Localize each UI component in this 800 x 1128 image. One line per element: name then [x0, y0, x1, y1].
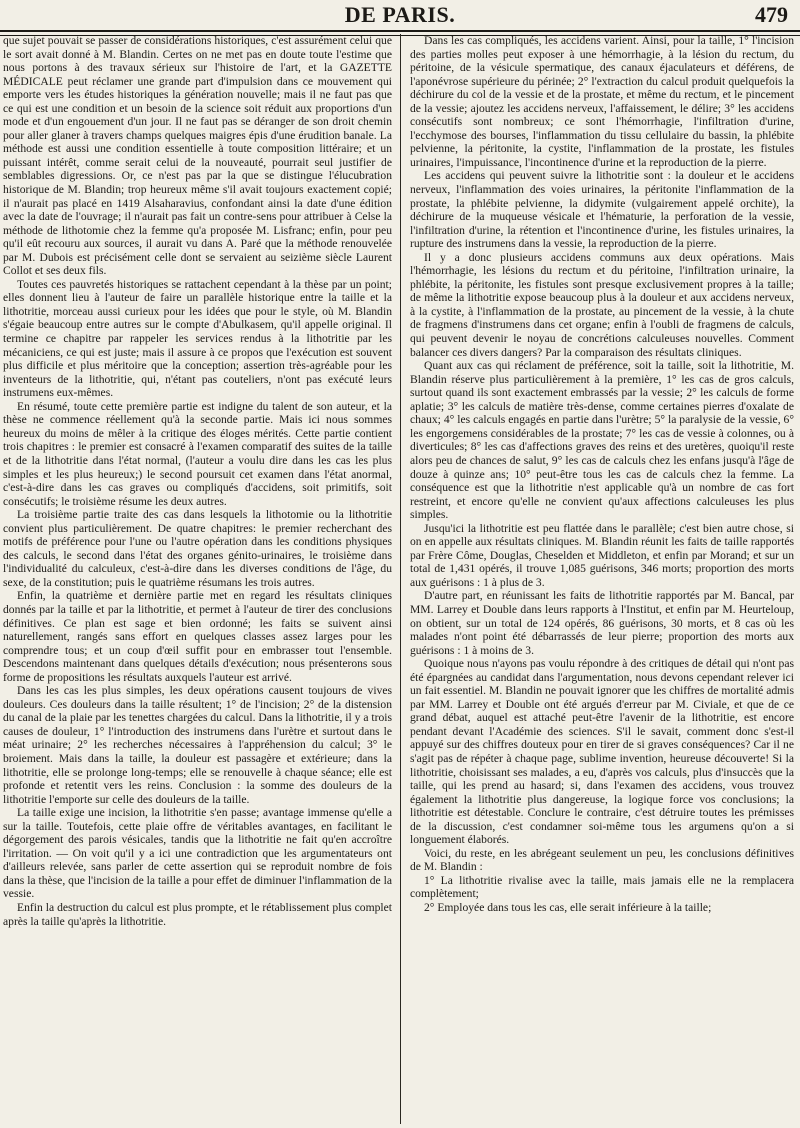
running-head-title: DE PARIS.	[344, 2, 456, 27]
paragraph: Dans les cas compliqués, les accidens varient. Ainsi, pour la taille, 1° l'incision des parties molles peut exposer à une hémorrhagie, à la lésion du rectum, du péritoine, de la vésicule spermatique, des canaux éjaculateurs et déférens, de l'aponévrose supérieure du périnée; 2° l'extraction du calcul produit quelquefois la déchirure du col de la vessie et de la prostate, et même du rectum, et le pincement de la vessie; ajoutez les accidens nerveux, l'affaissement, le délire; 3° les accidens consécutifs sont nombreux; ce sont l'hémorrhagie, l'infiltration d'urine, l'ecchymose des bourses, l'inflammation du tissu cellulaire du bassin, la phlébite pelvienne, la péritonite, la cystite, l'inflammation de la prostate, les fistules urinaires, l'impuissance, l'incontinence d'urine et la reproduction de la pierre.	[410, 34, 794, 169]
paragraph: Dans les cas les plus simples, les deux opérations causent toujours de vives douleurs. Ces douleurs dans la taille résultent; 1° de l'incision; 2° de la distension du canal de la plaie par les tenettes chargées du calcul. Dans la lithotritie, il y a trois causes de douleur, 1° l'introduction des instrumens dans l'urètre et surtout dans le méat urinaire; 2° les recherches nécessaires à l'appréhension du calcul; 3° le broiement. Mais dans la taille, la douleur est passagère et extérieure; dans la lithotritie, elle se prolonge long-temps; elle se renouvelle à chaque séance; elle est profonde et retentit vers les reins. Conclusion : la somme des douleurs de la lithotritie l'emporte sur celle des douleurs de la taille.	[3, 684, 392, 806]
paragraph: 1° La lithotritie rivalise avec la taille, mais jamais elle ne la remplacera complètement;	[410, 873, 794, 901]
page-number: 479	[755, 2, 788, 27]
paragraph: La taille exige une incision, la lithotritie s'en passe; avantage immense qu'elle a sur la taille. Toutefois, cette plaie offre de véritables avantages, en facilitant le dégorgement des parois vésicales, tandis que la lithotritie ne fait qu'en accroître l'irritation. — On voit qu'il y a ici une contradiction que les argumentateurs ont d'ailleurs relevée, sans parler de cette assertion qui se reproduit nombre de fois dans la thèse, que l'incision de la taille a pour effet de diminuer l'inflammation de la vessie.	[3, 806, 392, 901]
left-column	[3, 34, 392, 1124]
paragraph: Voici, du reste, en les abrégeant seulement un peu, les conclusions définitives de M. Blandin :	[410, 846, 794, 874]
paragraph: Les accidens qui peuvent suivre la lithotritie sont : la douleur et le accidens nerveux, l'inflammation des voies urinaires, la péritonite l'inflammation de la prostate, la phlébite pelvienne, la didymite (vulgairement appelé orchite), la déchirure de la muqueuse vésicale et l'hématurie, la perforation de la vessie, l'infiltration d'urine, la rétention et l'incontinence d'urine, les fistules urinaires, la rupture des instrumens dans la vessie, la reproduction de la pierre.	[410, 169, 794, 251]
paragraph: Jusqu'ici la lithotritie est peu flattée dans le parallèle; c'est bien autre chose, si on en appelle aux résultats cliniques. M. Blandin réunit les faits de taille rapportés par Frère Côme, Douglas, Cheselden et Middleton, et enfin par Morand; et sur un total de 1,431 opérés, il trouve 1,085 guérisons, 346 morts; proportion des morts aux guérisons : 1 à plus de 3.	[410, 521, 794, 589]
paragraph: Toutes ces pauvretés historiques se rattachent cependant à la thèse par un point; elles donnent lieu à l'auteur de faire un parallèle historique entre la taille et la lithotritie, morceau aussi curieux pour les idées que pour le style, où M. Blandin s'égaie beaucoup entre autres sur le compte d'Abulkasem, qu'il appelle original. Il termine ce chapitre par rappeler les services rendus à la lithotritie par les mécaniciens, ce qui est juste; mais il assure à ce propos que l'exécution est souvent plus difficile et plus méritoire que la conception; assertion très-agréable pour les inventeurs de la lithotritie, qui, n'étant pas couteliers, n'ont pas exécuté leurs instrumens eux-mêmes.	[3, 277, 392, 400]
paragraph: 2° Employée dans tous les cas, elle serait inférieure à la taille;	[424, 901, 712, 914]
column-divider	[400, 34, 401, 1124]
paragraph: En résumé, toute cette première partie est indigne du talent de son auteur, et la thèse ne commence réellement qu'à la seconde partie. Mais ici nous sommes heureux du moins de mêler à la critique des éloges mérités. Cette partie contient trois chapitres : le premier est consacré à l'examen comparatif des suites de la taille et de la lithotritie dans l'état normal, (l'auteur a voulu dire dans les cas les plus simples et les plus heureux;) le second poursuit cet examen dans l'état anormal, c'est-à-dire dans les cas graves ou compliqués d'accidens, soit primitifs, soit consécutifs; le troisième résume les deux autres.	[3, 399, 392, 508]
paragraph: Quoique nous n'ayons pas voulu répondre à des critiques de détail qui n'ont pas été épargnées au candidat dans l'argumentation, nous devons cependant relever ici un fait essentiel. M. Blandin ne pouvait ignorer que les chiffres de mortalité admis par MM. Larrey et Double ont été argués d'erreur par M. Civiale, et que de ce grand débat, auquel est attaché peut-être l'avenir de la lithotritie, est encore pendant devant l'Académie des sciences. S'il le savait, comment donc s'est-il appuyé sur des chiffres douteux pour en tirer de si graves conséquences? Car il ne s'agit pas de répéter à chaque page, sublime invention, heureuse découverte! Si la lithotritie, choisissant ses malades, a eu, d'après vos calculs, plus d'insuccès que la taille, qui les prend au hasard; si, dans l'examen des accidens, vous trouvez également la lithotritie plus dangereuse, la logique force vos conclusions; la lithotritie est détestable. Conclure le contraire, c'est détruire toutes les prémisses de la discussion, c'est condamner soi-même tous les argumens qu'on a si longuement élaborés.	[410, 657, 794, 847]
paragraph: Il y a donc plusieurs accidens communs aux deux opérations. Mais l'hémorrhagie, les lésions du rectum et du péritoine, l'infiltration urinaire, la phlébite, la péritonite, les fistules sont presque exclusivement propres à la taille; de même la lithotritie expose beaucoup plus à la douleur et aux accidens nerveux, à la cystite, à l'inflammation de la prostate, au pincement de la vessie, à la chute de fragmens d'instrumens dans cet organe; enfin à l'oubli de fragmens de calculs, qui peuvent devenir le noyau de concrétions calculeuses nouvelles. Comment balancer ces divers dangers? Par la comparaison des résultats cliniques.	[410, 250, 794, 359]
running-head	[0, 0, 800, 30]
paragraph: D'autre part, en réunissant les faits de lithotritie rapportés par M. Bancal, par MM. Larrey et Double dans leurs rapports à l'Institut, et enfin par M. Heurteloup, on obtient, sur un total de 124 opérés, 86 guérisons, 30 morts, et 8 cas où les malades n'ont point été débarrassés de leur pierre; proportion des morts aux guérisons : 1 à moins de 3.	[410, 589, 794, 657]
paragraph: Enfin la destruction du calcul est plus prompte, et le rétablissement plus complet après la taille qu'après la lithotritie.	[3, 901, 392, 928]
paragraph: Quant aux cas qui réclament de préférence, soit la taille, soit la lithotritie, M. Blandin réserve plus particulièrement à la première, 1° les cas de gros calculs, surtout quand ils sont exactement embrassés par la vessie; 2° les calculs de forme aplatie; 3° les calculs de matière très-dense, comme certaines pierres d'oxalate de chaux; 4° les calculs engagés en partie dans l'urètre; 5° la paralysie de la vessie, 6° les engorgemens considérables de la prostate; 7° les cas de vessie à colonnes, ou à diverticules; 8° les cas d'affections graves des reins et des uretères, quoiqu'il reste alors peu de chances de salut, 9° les cas de calculs chez les enfans jusqu'à l'âge de douze à quinze ans; 10° peut-être tous les cas de calculs chez la femme. La conséquence est que la lithotritie n'est applicable qu'à un nombre de cas fort restreint, et encore qu'elle ne convient qu'aux affections calculeuses les plus simples.	[410, 359, 794, 522]
right-column	[410, 34, 794, 1124]
paragraph: Enfin, la quatrième et dernière partie met en regard les résultats cliniques donnés par la taille et par la lithotritie, et permet à l'auteur de tirer des conclusions définitives. Ce plan est sage et bien ordonné; les faits se suivent ainsi naturellement, rangés sans effort en quelques classes assez larges pour les comprendre tous; et un coup d'œil suffit pour en embrasser tout l'ensemble. Descendons maintenant dans quelques détails d'exécution; nous présenterons sous forme de propositions les résultats auxquels l'auteur est arrivé.	[3, 589, 392, 684]
paragraph: que sujet pouvait se passer de considérations historiques, c'est assurément celui que le sort avait donné à M. Blandin. Certes on ne met pas en doute toute l'estime que nous portons à des travaux sérieux sur l'histoire de l'art, et la GAZETTE MÉDICALE peut réclamer une grande part d'impulsion dans ce mouvement qui emporte vers les études historiques la génération nouvelle; mais il ne faut pas que ce qui est une condition et un besoin de la science soit réduit aux proportions d'un mode et d'un engouement d'un jour. Il ne faut pas se déranger de son droit chemin pour aller glaner à travers champs quelques maigres épis d'une érudition banale. La méthode est aussi une condition essentielle à toute composition littéraire; et un puissant intérêt, comme serait celui de la nouveauté, pourrait seul justifier de semblables digressions. Or, ce n'est pas par la que se distingue l'élucubration historique de M. Blandin; trop heureux même s'il avait toujours exactement copié; il n'aurait pas placé en 1419 Alsaharavius, confondant ainsi la date d'une édition avec la date de l'ouvrage; il n'aurait pas fait un contre-sens pour attribuer à Celse la méthode de lithotomie chez la femme qu'a proposée M. Lisfranc; enfin, pour peu qu'il eût recouru aux sources, il aurait vu dans A. Paré que la méthode renouvelée par M. Dubois est précisément celle dont se servaient au seizième siècle Laurent Collot et ses deux fils.	[3, 34, 392, 278]
paragraph: La troisième partie traite des cas dans lesquels la lithotomie ou la lithotritie convient plus particulièrement. De quatre chapitres: le premier recherchant des motifs de préférence pour l'une ou l'autre opération dans les conditions physiques des calculs, le second dans l'état des organes génito-urinaires, le troisième dans l'individualité du calculeux, c'est-à-dire dans les diverses conditions de l'âge, du sexe, de la constitution; puis le quatrième résumans les trois autres.	[3, 508, 392, 589]
